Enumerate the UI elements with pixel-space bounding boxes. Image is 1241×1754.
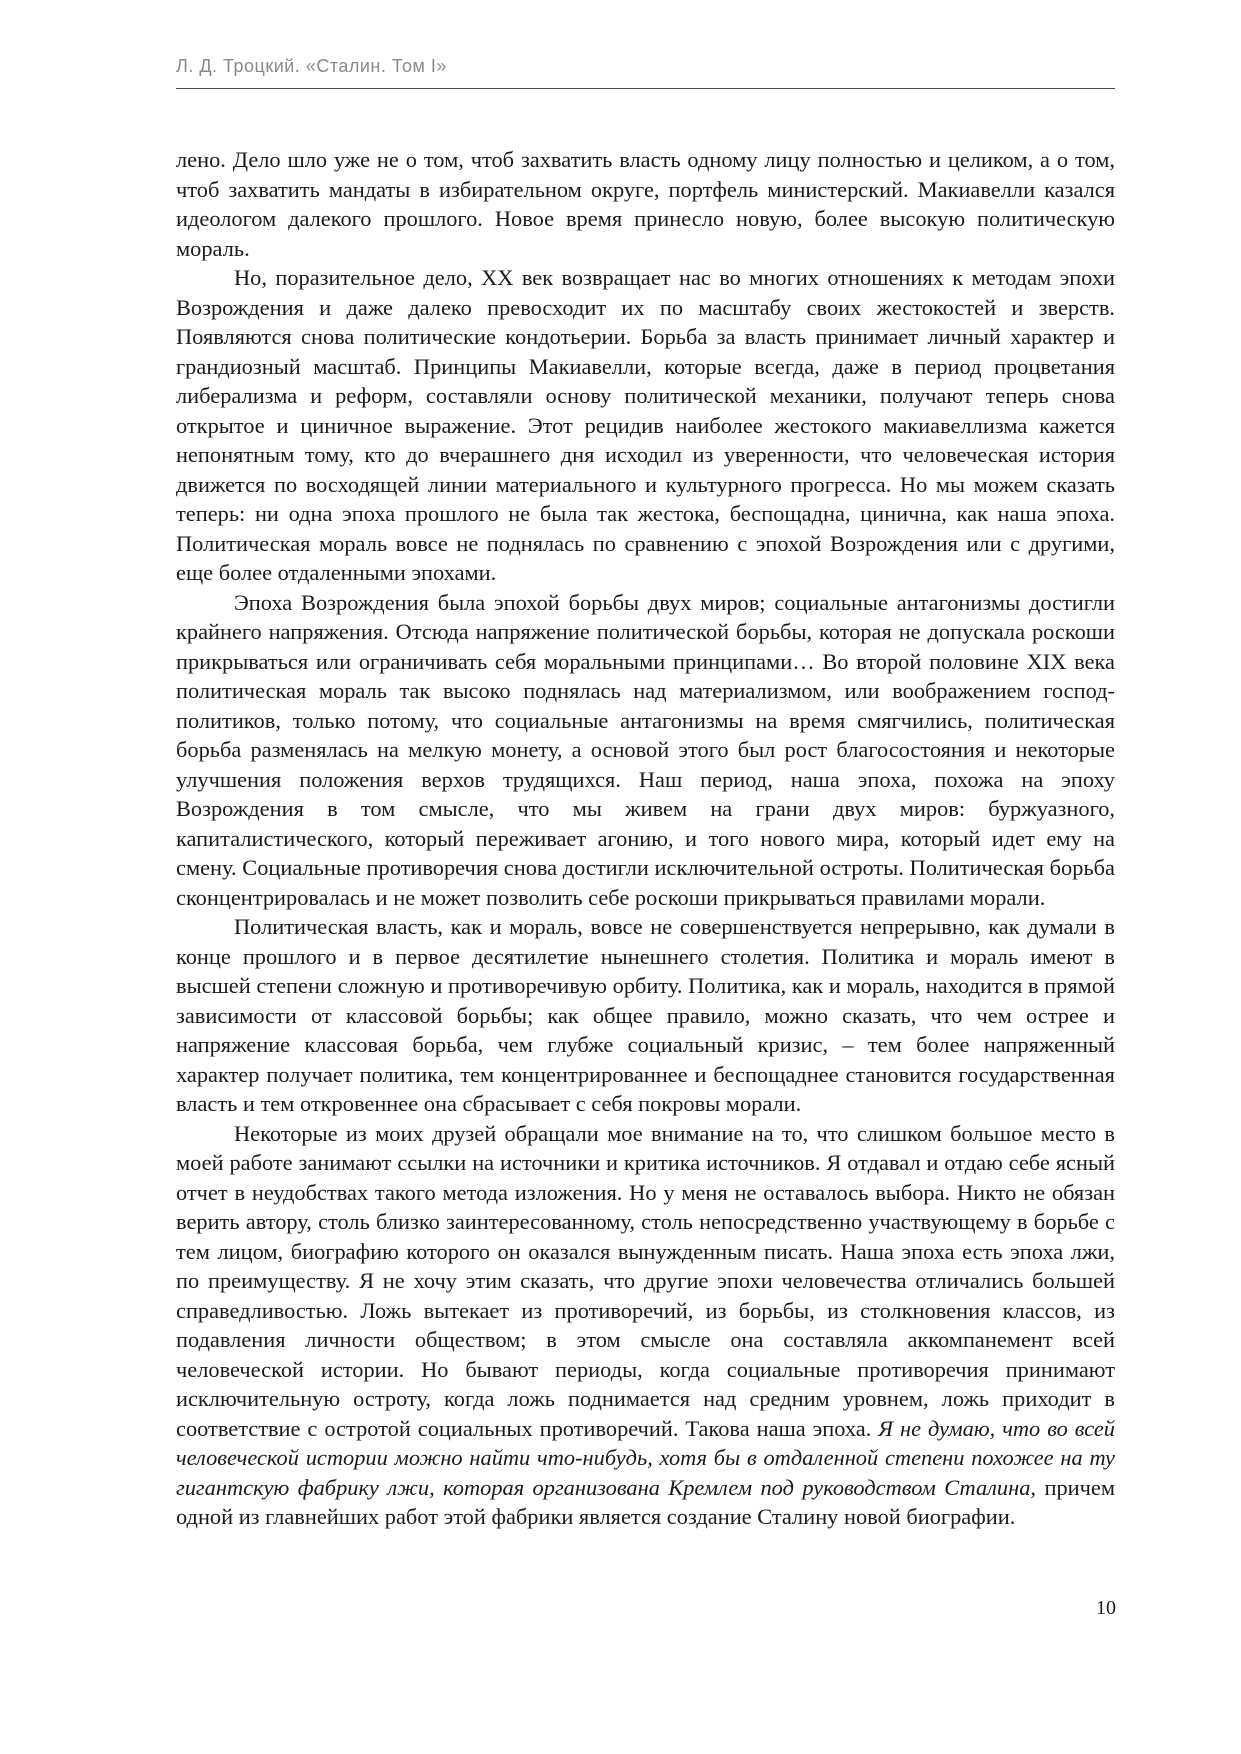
paragraph-5-end: причем одной из главнейших работ этой фабрики является создание Сталину новой биографии. xyxy=(176,1474,1115,1529)
body-text xyxy=(176,145,1115,1532)
paragraph-4: Политическая власть, как и мораль, вовсе не совершенствуется непрерывно, как думали в конце прошлого и в первое десятилетие нынешнего столетия. Политика и мораль имеют в высшей степени сложную и противоречивую орбиту. Политика, как и мораль, находится в прямой зависимости от классовой борьбы; как общее правило, можно сказать, что чем острее и напряжение классовая борьба, чем глубже социальный кризис, – тем более напряженный характер получает политика, тем концентрированнее и беспощаднее становится государственная власть и тем откровеннее она сбрасывает с себя покровы морали. xyxy=(176,914,1115,1116)
paragraph-1: лено. Дело шло уже не о том, чтоб захватить власть одному лицу полностью и целиком, а о том, чтоб захватить мандаты в избирательном округе, портфель министерский. Макиавелли казался идеологом далекого прошлого. Новое время принесло новую, более высокую политическую мораль. xyxy=(176,147,1115,261)
paragraph-5-italic: Я не думаю, что во всей человеческой истории можно найти что-нибудь, хотя бы в отдаленной степени похожее на ту гигантскую фабрику лжи, которая организована Кремлем под руководством Сталина, xyxy=(176,1415,1115,1500)
paragraph-5-start: Некоторые из моих друзей обращали мое внимание на то, что слишком большое место в моей работе занимают ссылки на источники и критика источников. Я отдавал и отдаю себе ясный отчет в неудобствах такого метода изложения. Но у меня не оставалось выбора. Никто не обязан верить автору, столь близко заинтересованному, столь непосредственно участвующему в борьбе с тем лицом, биографию которого он оказался вынужденным писать. Наша эпоха есть эпоха лжи, по преимуществу. Я не хочу этим сказать, что другие эпохи человечества отличались большей справедливостью. Ложь вытекает из противоречий, из борьбы, из столкновения классов, из подавления личности обществом; в этом смысле она составляла аккомпанемент всей человеческой истории. Но бывают периоды, когда социальные противоречия принимают исключительную остроту, когда ложь поднимается над средним уровнем, ложь приходит в соответствие с остротой социальных противоречий. Такова наша эпоха. xyxy=(176,1120,1115,1441)
paragraph-3: Эпоха Возрождения была эпохой борьбы двух миров; социальные антагонизмы достигли крайнего напряжения. Отсюда напряжение политической борьбы, которая не допускала роскоши прикрываться или ограничивать себя моральными принципами… Во второй половине XIX века политическая мораль так высоко поднялась над материализмом, или воображением господ-политиков, только потому, что социальные антагонизмы на время смягчились, политическая борьба разменялась на мелкую монету, а основой этого был рост благосостояния и некоторые улучшения положения верхов трудящихся. Наш период, наша эпоха, похожа на эпоху Возрождения в том смысле, что мы живем на грани двух миров: буржуазного, капиталистического, который переживает агонию, и того нового мира, который идет ему на смену. Социальные противоречия снова достигли исключительной остроты. Политическая борьба сконцентрировалась и не может позволить себе роскоши прикрываться правилами морали. xyxy=(176,589,1115,910)
running-head: Л. Д. Троцкий. «Сталин. Том I» xyxy=(176,56,447,76)
page-number: 10 xyxy=(1096,1597,1116,1619)
header-rule xyxy=(176,88,1115,89)
paragraph-5 xyxy=(176,1119,1115,1532)
paragraph-2: Но, поразительное дело, XX век возвращает нас во многих отношениях к методам эпохи Возрождения и даже далеко превосходит их по масштабу своих жестокостей и зверств. Появляются снова политические кондотьерии. Борьба за власть принимает личный характер и грандиозный масштаб. Принципы Макиавелли, которые всегда, даже в период процветания либерализма и реформ, составляли основу политической механики, получают теперь снова открытое и циничное выражение. Этот рецидив наиболее жестокого макиавеллизма кажется непонятным тому, кто до вчерашнего дня исходил из уверенности, что человеческая история движется по восходящей линии материального и культурного прогресса. Но мы можем сказать теперь: ни одна эпоха прошлого не была так жестока, беспощадна, цинична, как наша эпоха. Политическая мораль вовсе не поднялась по сравнению с эпохой Возрождения или с другими, еще более отдаленными эпохами. xyxy=(176,265,1115,585)
